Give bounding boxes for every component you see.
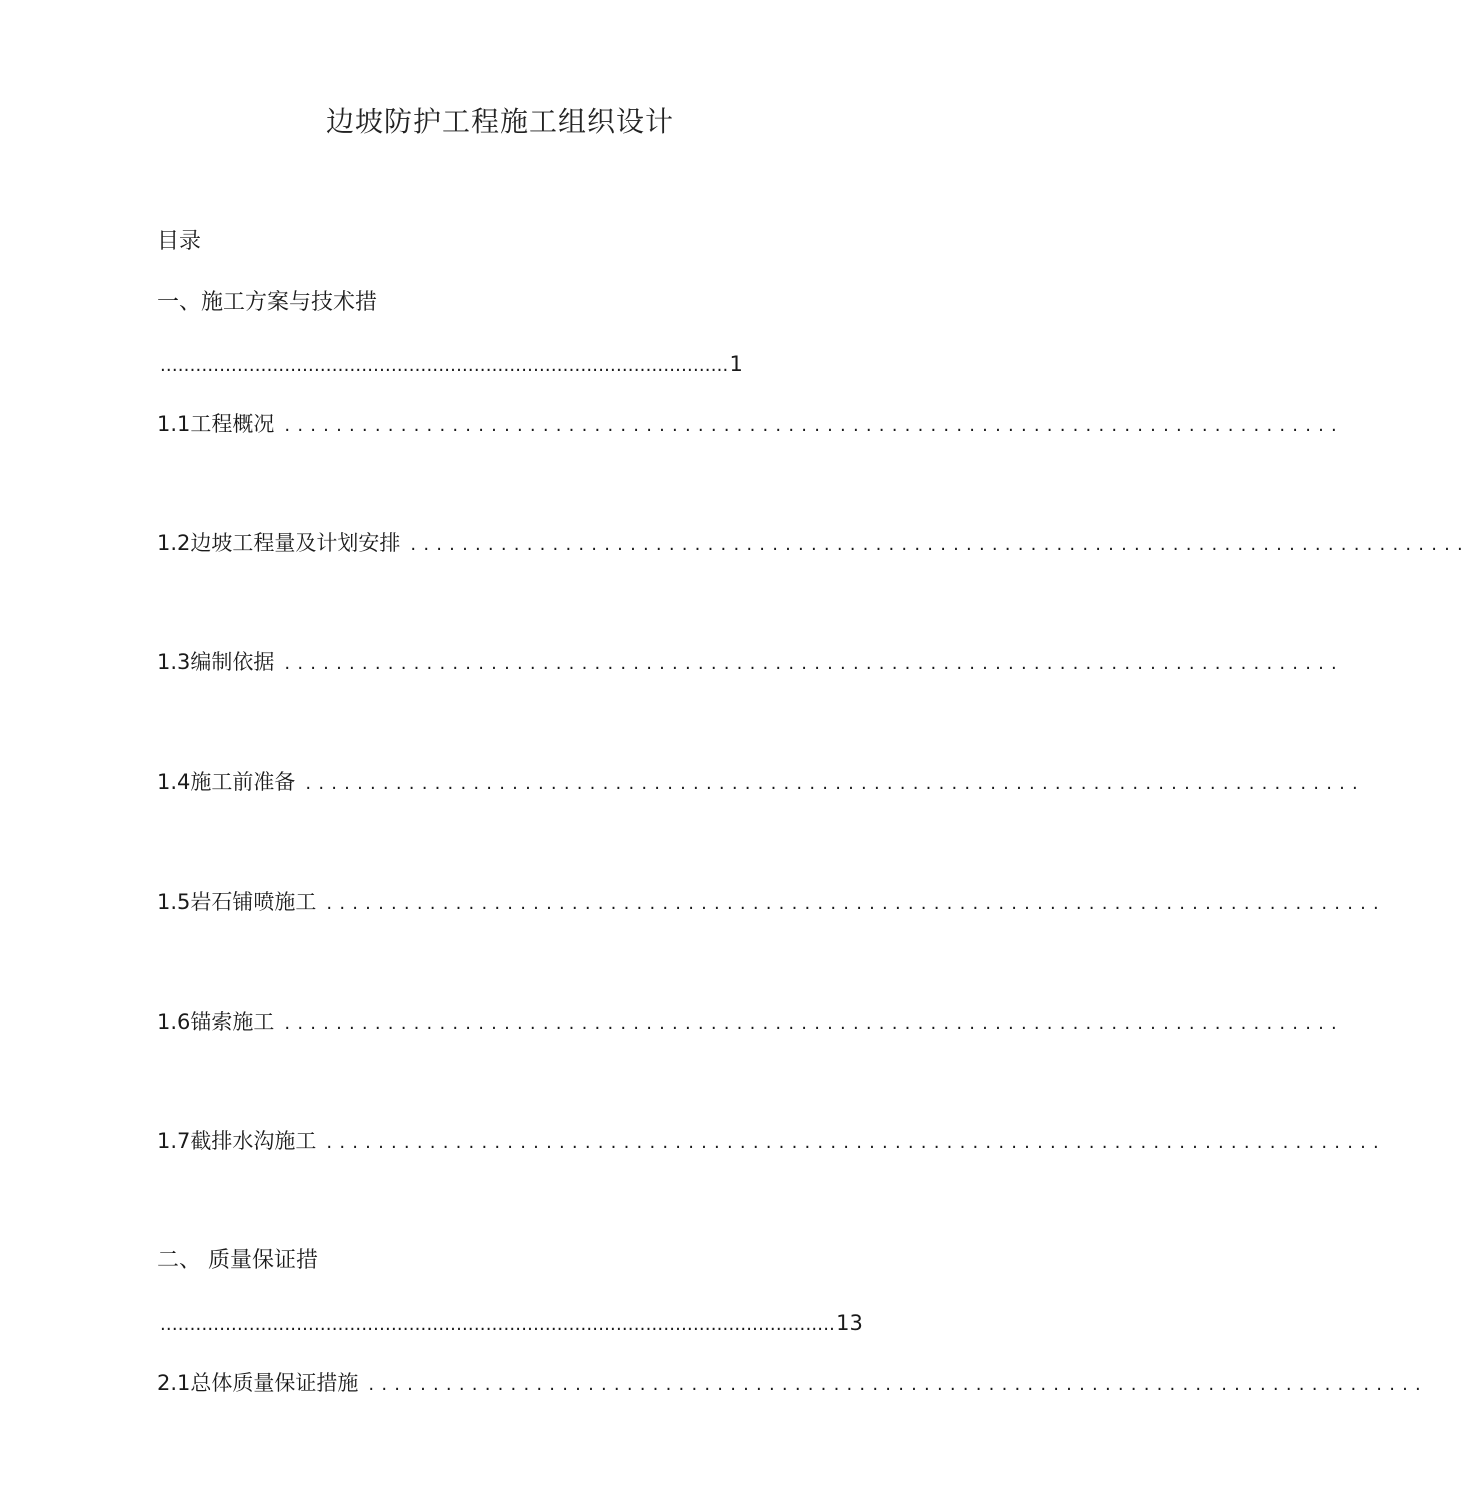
dot-leader: ..................................................................................: [410, 534, 1470, 555]
toc-heading: 目录: [157, 229, 202, 254]
toc-entry-label: 1.4施工前准备: [157, 770, 296, 794]
toc-entry[interactable]: [157, 528, 1470, 558]
toc-section-heading-2[interactable]: 二、 质量保证措: [157, 1248, 318, 1273]
toc-entry[interactable]: [157, 767, 1365, 797]
toc-entry[interactable]: [157, 1126, 1386, 1156]
dot-leader: ..................................................................................: [284, 1013, 1344, 1034]
toc-entry[interactable]: [157, 647, 1344, 677]
toc-entry[interactable]: [157, 1368, 1428, 1398]
toc-page-number: 13: [836, 1311, 863, 1335]
dot-leader: ................................................................................................: [160, 355, 729, 376]
dot-leader: ..................................................................................: [284, 653, 1344, 674]
dot-leader: ..................................................................................: [368, 1374, 1428, 1395]
toc-section-leader-2[interactable]: [160, 1308, 863, 1338]
toc-entry-label: 1.6锚索施工: [157, 1010, 275, 1034]
toc-entry[interactable]: [157, 887, 1386, 917]
toc-section-leader-1[interactable]: [160, 349, 743, 379]
dot-leader: ..................................................................................: [326, 1132, 1386, 1153]
toc-entry-label: 2.1总体质量保证措施: [157, 1371, 359, 1395]
toc-entry[interactable]: [157, 1007, 1344, 1037]
dot-leader: ..................................................................................: [305, 773, 1365, 794]
toc-entry-label: 1.1工程概况: [157, 412, 275, 436]
toc-entry-label: 1.3编制依据: [157, 650, 275, 674]
document-title: 边坡防护工程施工组织设计: [325, 105, 674, 138]
toc-entry-label: 1.2边坡工程量及计划安排: [157, 531, 401, 555]
toc-page-number: 1: [729, 352, 743, 376]
dot-leader: ..................................................................................................................: [160, 1314, 836, 1335]
toc-entry[interactable]: [157, 409, 1344, 439]
toc-section-heading-1[interactable]: 一、施工方案与技术措: [157, 290, 378, 315]
dot-leader: ..................................................................................: [284, 415, 1344, 436]
dot-leader: ..................................................................................: [326, 893, 1386, 914]
toc-entry-label: 1.5岩石铺喷施工: [157, 890, 317, 914]
toc-entry-label: 1.7截排水沟施工: [157, 1129, 317, 1153]
